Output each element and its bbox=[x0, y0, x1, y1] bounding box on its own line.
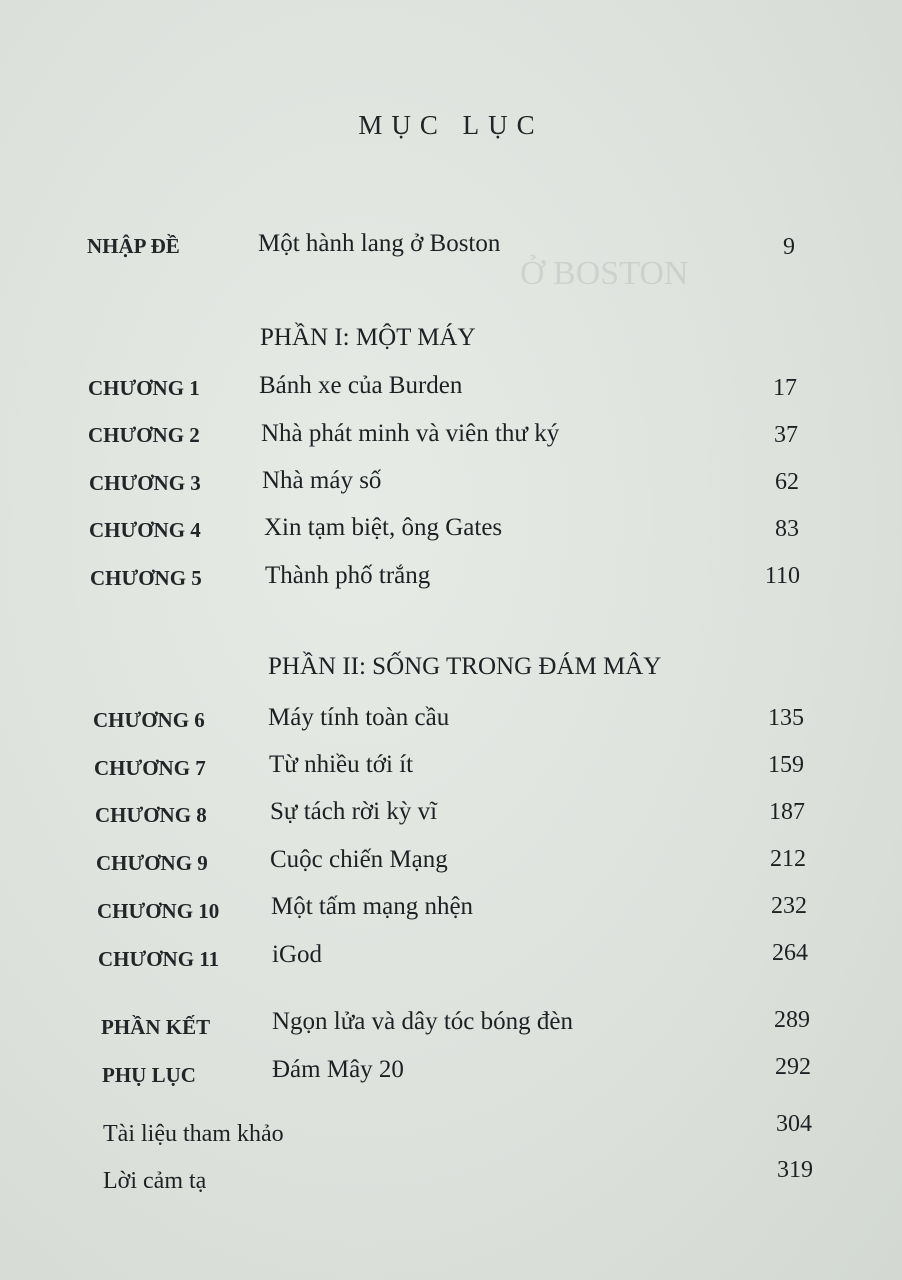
chapter-page: 37 bbox=[774, 422, 798, 448]
chapter-page: 17 bbox=[773, 375, 797, 401]
references-title: Tài liệu tham khảo bbox=[103, 1121, 284, 1147]
chapter-page: 62 bbox=[775, 469, 799, 495]
chapter-title: Nhà phát minh và viên thư ký bbox=[261, 420, 560, 447]
chapter-title: Nhà máy số bbox=[262, 467, 382, 494]
references-page: 304 bbox=[776, 1111, 812, 1137]
chapter-page: 159 bbox=[768, 752, 804, 778]
acknowledgements-title: Lời cảm tạ bbox=[103, 1168, 207, 1194]
chapter-label: CHƯƠNG 3 bbox=[89, 471, 201, 495]
appendix-label: PHỤ LỤC bbox=[102, 1063, 196, 1087]
chapter-title: iGod bbox=[272, 941, 322, 968]
chapter-title: Bánh xe của Burden bbox=[259, 372, 463, 399]
epilogue-page: 289 bbox=[774, 1007, 810, 1033]
chapter-page: 212 bbox=[770, 846, 806, 872]
appendix-page: 292 bbox=[775, 1054, 811, 1080]
chapter-page: 187 bbox=[769, 799, 805, 825]
part1-heading: PHẦN I: MỘT MÁY bbox=[260, 324, 476, 351]
intro-page: 9 bbox=[783, 234, 795, 260]
chapter-page: 232 bbox=[771, 893, 807, 919]
chapter-label: CHƯƠNG 10 bbox=[97, 899, 220, 923]
part2-heading: PHẦN II: SỐNG TRONG ĐÁM MÂY bbox=[268, 653, 662, 680]
chapter-page: 110 bbox=[764, 563, 800, 589]
intro-title: Một hành lang ở Boston bbox=[258, 230, 501, 257]
chapter-label: CHƯƠNG 4 bbox=[89, 518, 201, 542]
chapter-title: Một tấm mạng nhện bbox=[271, 893, 474, 920]
chapter-label: CHƯƠNG 8 bbox=[95, 803, 207, 827]
epilogue-title: Ngọn lửa và dây tóc bóng đèn bbox=[272, 1008, 573, 1035]
chapter-title: Từ nhiều tới ít bbox=[269, 751, 414, 778]
epilogue-label: PHẦN KẾT bbox=[101, 1015, 211, 1039]
intro-label: NHẬP ĐỀ bbox=[87, 234, 180, 258]
page-title: MỤC LỤC bbox=[358, 110, 544, 140]
chapter-title: Máy tính toàn cầu bbox=[268, 704, 450, 731]
chapter-label: CHƯƠNG 2 bbox=[88, 423, 200, 447]
appendix-title: Đám Mây 20 bbox=[272, 1056, 404, 1083]
chapter-title: Cuộc chiến Mạng bbox=[270, 846, 448, 873]
chapter-label: CHƯƠNG 7 bbox=[94, 756, 206, 780]
chapter-label: CHƯƠNG 5 bbox=[90, 566, 202, 590]
chapter-page: 83 bbox=[775, 516, 799, 542]
chapter-label: CHƯƠNG 1 bbox=[88, 376, 200, 400]
chapter-label: CHƯƠNG 6 bbox=[93, 708, 205, 732]
chapter-page: 135 bbox=[768, 705, 804, 731]
chapter-title: Sự tách rời kỳ vĩ bbox=[270, 798, 438, 825]
chapter-label: CHƯƠNG 9 bbox=[96, 851, 208, 875]
acknowledgements-page: 319 bbox=[777, 1157, 813, 1183]
chapter-title: Thành phố trắng bbox=[265, 562, 431, 589]
chapter-title: Xin tạm biệt, ông Gates bbox=[264, 514, 503, 541]
chapter-page: 264 bbox=[772, 940, 808, 966]
bleed-through-text: Ở BOSTON bbox=[520, 255, 689, 292]
chapter-label: CHƯƠNG 11 bbox=[98, 947, 220, 971]
